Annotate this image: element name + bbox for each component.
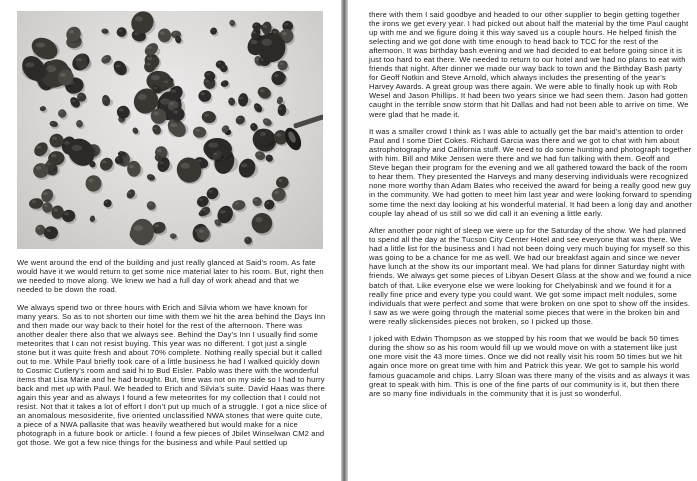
paragraph: We went around the end of the building and just really glanced at Said’s room. As fate would have it we would return to get some nice material later to his room. But, right then we needed to move along. We knew we had a full day of work ahead and that we needed to be down the road. [17, 258, 324, 295]
stone-highlight [47, 163, 51, 165]
stone-highlight [64, 212, 69, 215]
stone-highlight [51, 122, 54, 124]
paragraph: there with them I said goodbye and headed to our other supplier to begin getting together the irons we get every year. I had picked out about half the material by the time Paul caught up with me and we figure doing it this way saved us a couple hours. He helped finish the selecting and we got done with time enough to head back to TCC for the rest of the afternoon. It was birthday bash evening and we had decided to eat before going since it is just too hard to eat there. We needed to return to our hotel and we had no plans to eat with friends that night. After dinner we made our way back to town and the Birthday Bash party for Geoff Notkin and Steve Arnold, which always includes the presenting of the year’s Harvey Awards. A great group was there again. We were able to finally hook up with Rob Wesel and Jason Phillips. It had been two years since we had seen them. Jason had gotten caught in the terrible snow storm that hit Dallas and had not been able to arrive on time. We were glad that he made it. [369, 10, 689, 119]
stone-highlight [116, 158, 119, 160]
stone-highlight [276, 133, 281, 137]
stone-highlight [215, 221, 218, 222]
stone-highlight [267, 156, 270, 158]
stone-highlight [201, 92, 205, 95]
stone-highlight [44, 204, 48, 207]
stone-highlight [199, 198, 203, 201]
stone-highlight [222, 82, 225, 84]
stone-highlight [277, 99, 280, 100]
stone-highlight [153, 127, 157, 129]
meteorite-stone [114, 103, 132, 121]
stone-highlight [173, 32, 177, 34]
left-page [0, 0, 341, 481]
stone-highlight [77, 122, 80, 124]
stone-highlight [60, 73, 66, 77]
stone-highlight [241, 163, 248, 167]
stone-highlight [36, 43, 46, 48]
stone-highlight [208, 190, 212, 193]
stone-highlight [41, 107, 43, 108]
stone-highlight [211, 29, 214, 31]
stone-highlight [199, 230, 203, 233]
right-text-column [369, 10, 692, 406]
stone-highlight [53, 208, 58, 211]
stone-highlight [105, 201, 108, 203]
stone-highlight [200, 212, 202, 213]
stone-highlight [77, 58, 82, 61]
stone-highlight [217, 62, 220, 64]
stone-highlight [160, 32, 165, 35]
stone-highlight [32, 200, 37, 203]
stone-highlight [153, 112, 159, 116]
stone-highlight [71, 100, 75, 102]
stone-highlight [52, 137, 57, 140]
stone-highlight [133, 129, 135, 130]
stone-highlight [229, 100, 232, 102]
stone-highlight [208, 142, 218, 147]
stone-highlight [119, 108, 123, 111]
stone-highlight [255, 59, 259, 61]
stone-highlight [230, 21, 232, 22]
left-text-column [17, 258, 327, 456]
stone-highlight [119, 152, 122, 153]
stone-highlight [234, 202, 239, 205]
meteorite-stone [248, 210, 275, 237]
stone-highlight [263, 25, 268, 27]
meteorite-stones [17, 11, 296, 246]
stone-highlight [129, 165, 135, 168]
stone-highlight [103, 57, 107, 59]
stone-highlight [278, 179, 282, 182]
stone-highlight [170, 102, 174, 105]
stone-highlight [254, 199, 257, 201]
stone-highlight [170, 123, 177, 127]
stone-highlight [46, 229, 51, 232]
stone-highlight [204, 114, 209, 117]
stone-highlight [148, 203, 151, 205]
stone-highlight [254, 24, 257, 26]
stone-highlight [138, 94, 147, 100]
stone-highlight [250, 40, 257, 44]
stone-highlight [115, 65, 120, 68]
meteorite-photo-drawing [17, 11, 323, 249]
stone-highlight [264, 120, 267, 122]
stone-highlight [90, 217, 92, 218]
stone-highlight [202, 209, 206, 211]
paragraph: After another poor night of sleep we were up for the Saturday of the show. We had planned to spend all the day at the Tucson City Center Hotel and see everyone that was there. We had a little list for the business and I had not been doing very much buying for myself so this was going to be a chance for me as well. We had our breakfast again and since we never have lunch at the show its our important meal. We had plans for dinner Saturday night with friends. We always get some pieces of Libyan Desert Glass at the show and we found a nice batch of that. Like everyone else we were looking for Chelyabinsk and we found it for a really fine price and every type you could want. We got some impact melt nodules, some individuals that were perfect and some that were broken on one spot to show off the insides. I saw as we were going through the material some pieces that were in the broken bin and were really slickensides pieces not broken, so I picked up those. [369, 226, 692, 326]
stone-highlight [118, 29, 121, 31]
stone-highlight [282, 32, 287, 36]
stone-highlight [102, 98, 106, 100]
stone-highlight [88, 179, 94, 183]
stone-highlight [37, 227, 41, 230]
paragraph: I joked with Edwin Thompson as we stopped by his room that we would be back 50 times during the show so as his room would fill up we would move on with a statement like just one more visit the 43 more times. Once we did not really visit his room 50 times but we hit again once more on great time with him and Patrick this year. We got to sample his world famous guacamole and chips. Larry Sloan was there many of the visits and as always it was great to speak with him. This is one of the fine parts of our community is it, but then there are so many fine individuals in the community that it is just so wonderful. [369, 334, 690, 398]
stone-highlight [72, 145, 82, 151]
pointer-tool-icon [282, 114, 323, 153]
stone-highlight [151, 75, 160, 80]
paragraph: It was a smaller crowd I think as I was able to actually get the bar maid’s attention to order Paul and I some Diet Cokes. Richard Garcia was there and we got to chat with him about astrophotography and California stuff. We need to do some hunting and photograph together with him. Bill and Mike Jensen were there and we had fun talking with them. Geoff and Steve began their program for the evening and we all gathered toward the back of the room to hear them. They presented the Harveys and many deserving individuals were recognized none more worthy than Adam Bates who received the award for being a really good new guy in the community. We had gotten to meet him last year and were looking forward to spending some time the next day looking at his wonderful material. It had been a long day and another couple lay ahead of us still so we did call it an evening a little early. [369, 127, 692, 218]
stone-highlight [246, 238, 249, 240]
stone-highlight [251, 125, 254, 127]
right-page [348, 0, 697, 481]
stone-highlight [284, 23, 288, 26]
stone-highlight [147, 46, 152, 49]
book-gutter [341, 0, 348, 481]
stone-highlight [147, 57, 152, 60]
stone-highlight [157, 149, 162, 152]
stone-highlight [171, 235, 173, 236]
stone-highlight [135, 16, 143, 21]
stone-highlight [43, 192, 48, 195]
stone-highlight [148, 176, 151, 178]
stone-highlight [176, 38, 179, 39]
stone-highlight [260, 132, 266, 136]
stone-highlight [274, 74, 279, 78]
stone-highlight [69, 30, 74, 33]
stone-highlight [279, 63, 283, 65]
stone-highlight [36, 146, 41, 149]
stone-highlight [60, 111, 63, 113]
stone-highlight [128, 192, 131, 194]
stone-highlight [237, 117, 240, 119]
stone-highlight [36, 166, 41, 170]
stone-highlight [195, 129, 200, 132]
stone-highlight [181, 163, 190, 169]
stone-highlight [25, 62, 34, 67]
stone-highlight [154, 87, 158, 89]
stone-highlight [255, 217, 262, 222]
stone-highlight [146, 63, 150, 66]
stone-highlight [102, 161, 107, 164]
stone-highlight [156, 156, 159, 158]
stone-highlight [266, 202, 270, 204]
stone-highlight [222, 66, 225, 68]
meteorite-stone [97, 155, 115, 173]
stone-highlight [223, 127, 226, 129]
stone-highlight [219, 210, 225, 214]
stone-highlight [255, 106, 258, 108]
stone-highlight [173, 110, 178, 113]
stone-highlight [164, 81, 168, 83]
stone-highlight [262, 39, 272, 46]
meteorite-photo [17, 11, 323, 249]
stone-highlight [214, 153, 218, 155]
stone-highlight [206, 73, 210, 75]
stone-highlight [239, 97, 244, 99]
stone-highlight [171, 89, 176, 92]
paragraph: We always spend two or three hours with Erich and Silvia whom we have known for many years. So as to not shorten our time with them we hit the area behind the Days Inn and then made our way back to their hotel for the rest of the afternoon. There was another dealer there also that we always see. Behind the Day’s Inn I usually find some meteorites that I can not resist buying. This year was no different. I got just a single stone but it was quite fresh and about 70% complete. Nothing really special but it called out to me. While Paul briefly took care of a little business he had I walked quickly down to Cosmic Cutlery’s room and said hi to Bud Eisler. Pablo was there with the wonderful items that Lisa Marie and he had brought. But, time was not on my side so I had to hurry back and met up with Paul. We headed to Erich and Silvia’s suite. David Haas was there again this year and as always I found a few meteorites for my collection that I could not resist. Not that it takes a lot of effort I don’t put up much of a struggle. I got a nice slice of an anomalous mesosiderite, five oriented unclassified NWA stones that were quite cute, a piece of a NWA pallasite that was heavily weathered but would make for a nice photograph in a future book or article. I found a few pieces of Jbilet Winselwan CM2 and got those. We got a few nice things for the business and while Paul settled up [17, 302, 327, 448]
stone-highlight [278, 107, 282, 109]
stone-highlight [51, 154, 57, 158]
stone-highlight [134, 225, 143, 231]
stone-highlight [257, 153, 261, 155]
stone-highlight [274, 191, 279, 194]
stone-highlight [154, 224, 159, 227]
stone-highlight [260, 89, 265, 92]
stone-highlight [103, 30, 106, 31]
